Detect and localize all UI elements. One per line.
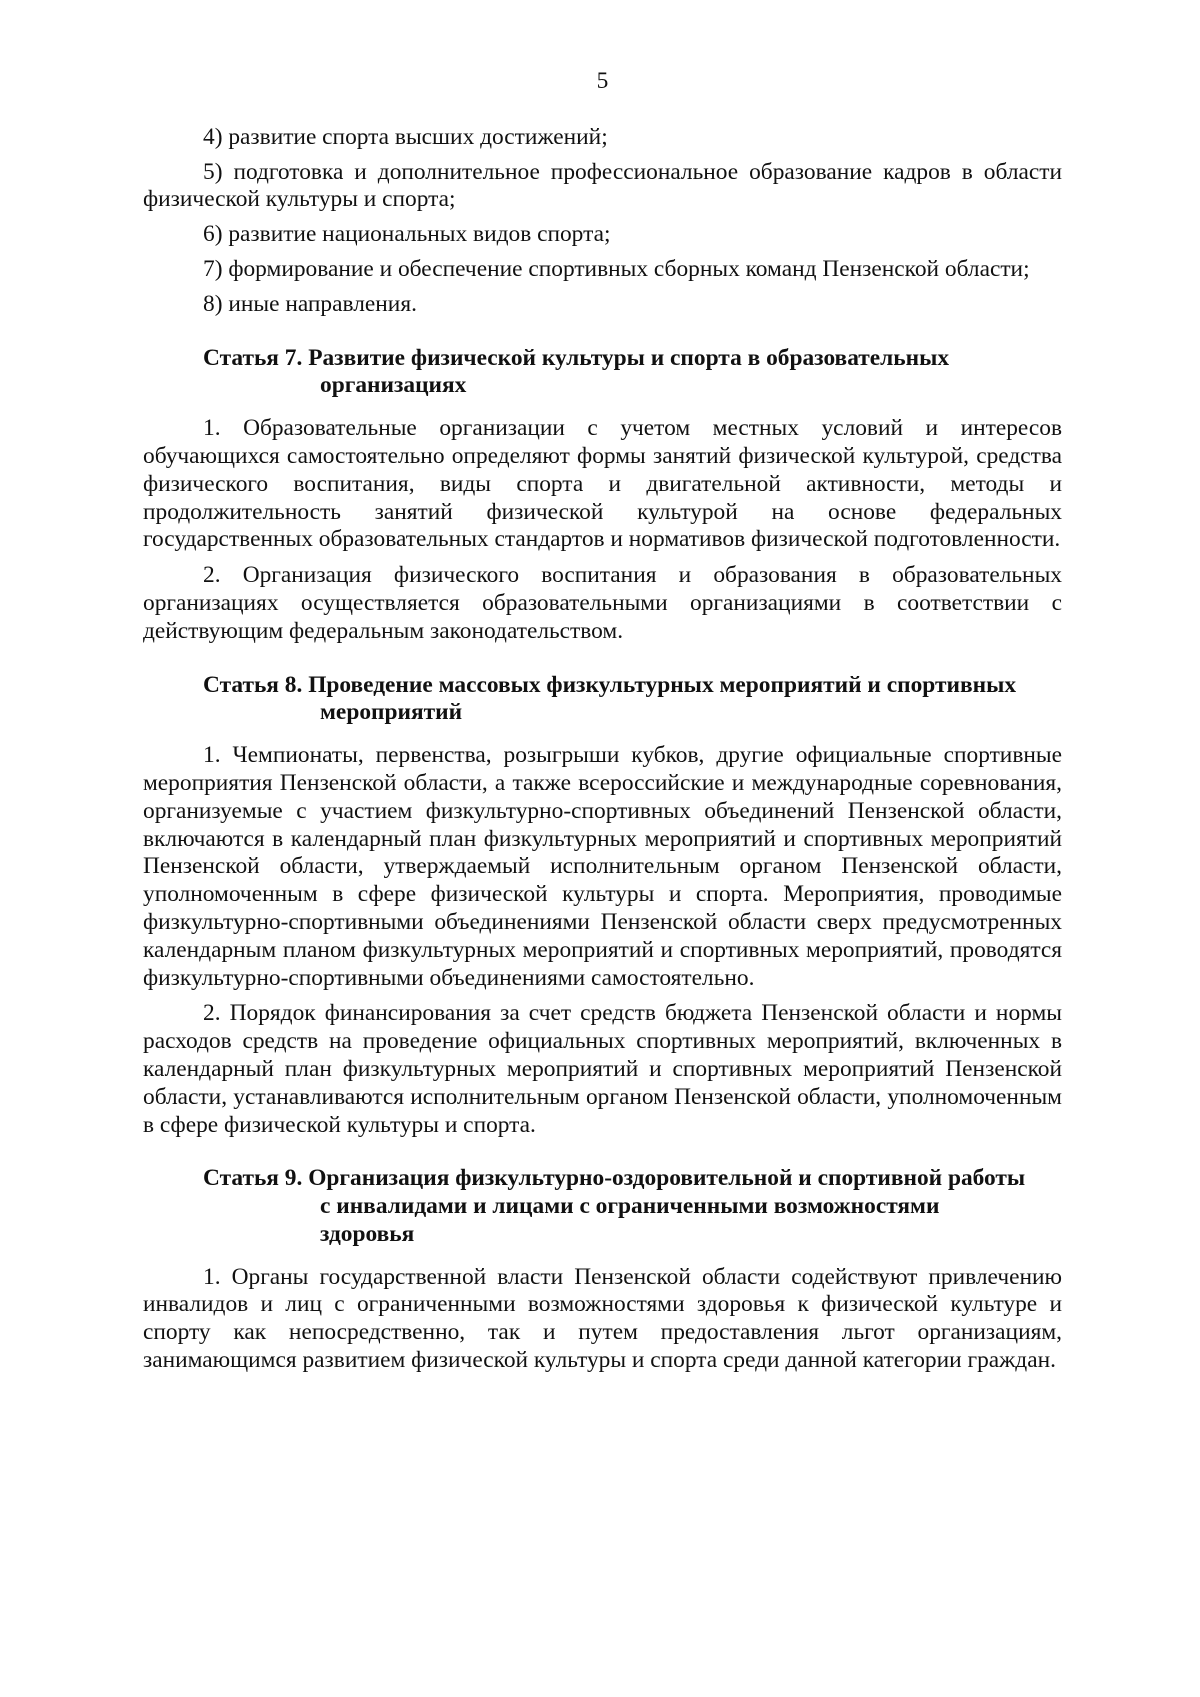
list-item: 4) развитие спорта высших достижений; bbox=[203, 123, 608, 150]
article-8-paragraph-2: 2. Порядок финансирования за счет средств бюджета Пензенской области и нормы расходов средств на проведение официальных спортивных мероприятий, включенных в календарный план физкультурных мероприятий и спортивных мероприятий Пензенской области, устанавливаются исполнительным органом Пензенской области, уполномоченным в сфере физической культуры и спорта. bbox=[143, 1000, 1062, 1138]
heading-line: мероприятий bbox=[320, 699, 463, 726]
list-item: 6) развитие национальных видов спорта; bbox=[203, 221, 611, 248]
article-8-heading bbox=[203, 672, 1062, 728]
heading-line: здоровья bbox=[320, 1220, 415, 1247]
article-9-paragraph-1: 1. Органы государственной власти Пензенской области содействуют привлечению инвалидов и лиц с ограниченными возможностями здоровья к физической культуре и спорту как непосредственно, так и путем предоставления льгот организациям, занимающимся развитием физической культуры и спорта среди данной категории граждан. bbox=[143, 1263, 1062, 1374]
list-item: 8) иные направления. bbox=[203, 290, 417, 317]
heading-line: с инвалидами и лицами с ограниченными возможностями bbox=[320, 1193, 940, 1220]
heading-line: Статья 8. Проведение массовых физкультурных мероприятий и спортивных bbox=[203, 671, 1017, 698]
article-7-paragraph-2: 2. Организация физического воспитания и образования в образовательных организациях осуществляется образовательными организациями в соответствии с действующим федеральным законодательством. bbox=[143, 562, 1062, 644]
list-item: 7) формирование и обеспечение спортивных сборных команд Пензенской области; bbox=[203, 255, 1030, 282]
article-7-heading bbox=[203, 345, 1062, 401]
article-9-heading bbox=[203, 1165, 1062, 1248]
heading-line: Статья 9. Организация физкультурно-оздоровительной и спортивной работы bbox=[203, 1165, 1026, 1192]
article-7-paragraph-1: 1. Образовательные организации с учетом местных условий и интересов обучающихся самостоятельно определяют формы занятий физической культурой, средства физического воспитания, виды спорта и двигательной активности, методы и продолжительность занятий физической культурой на основе федеральных государственных образовательных стандартов и нормативов физической подготовленности. bbox=[143, 415, 1062, 553]
page-number: 5 bbox=[596, 68, 609, 94]
list-item: 5) подготовка и дополнительное профессиональное образование кадров в области физической культуры и спорта; bbox=[143, 158, 1062, 213]
article-8-paragraph-1: 1. Чемпионаты, первенства, розыгрыши кубков, другие официальные спортивные мероприятия Пензенской области, а также всероссийские и международные соревнования, организуемые с участием физкультурно-спортивных объединений Пензенской области, включаются в календарный план физкультурных мероприятий и спортивных мероприятий Пензенской области, утверждаемый исполнительным органом Пензенской области, уполномоченным в сфере физической культуры и спорта. Мероприятия, проводимые физкультурно-спортивными объединениями Пензенской области сверх предусмотренных календарным планом физкультурных мероприятий и спортивных мероприятий, проводятся физкультурно-спортивными объединениями самостоятельно. bbox=[143, 742, 1062, 991]
heading-line: Статья 7. Развитие физической культуры и спорта в образовательных bbox=[203, 344, 950, 371]
heading-line: организациях bbox=[320, 372, 467, 399]
